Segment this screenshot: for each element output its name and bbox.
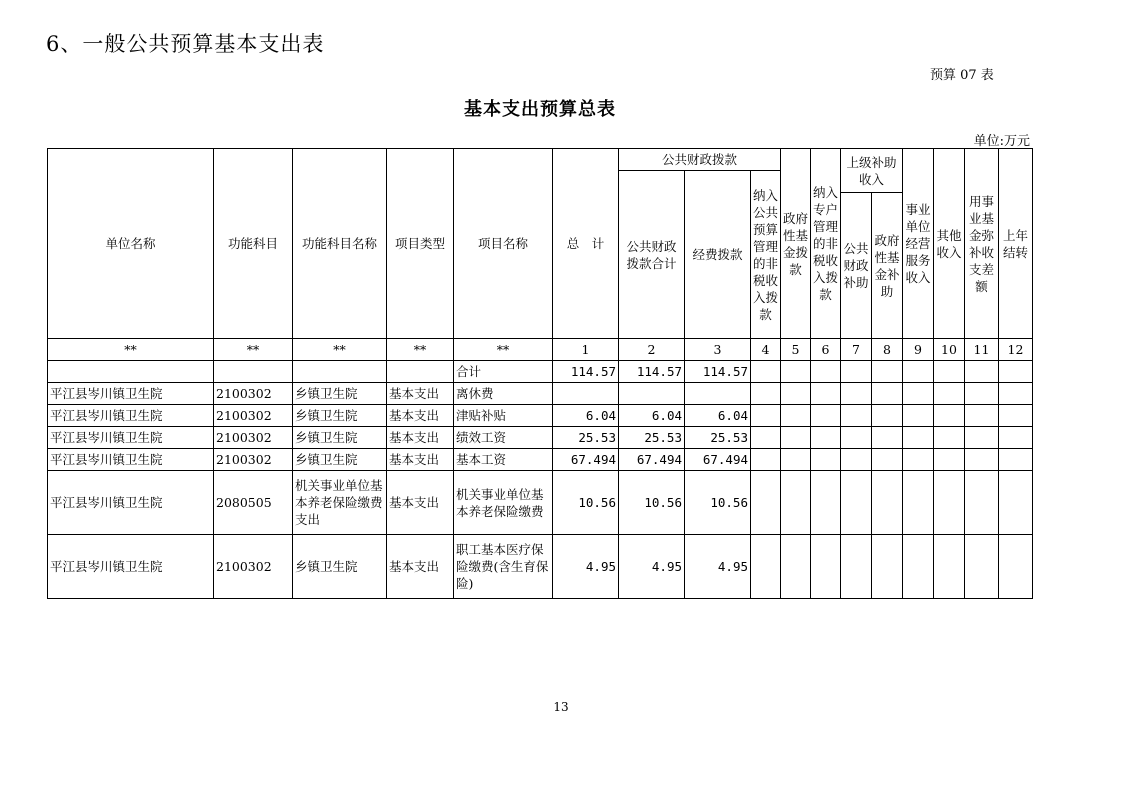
cell-item: 职工基本医疗保险缴费(含生育保险) — [454, 535, 553, 599]
cell-type: 基本支出 — [387, 449, 454, 471]
index-row — [48, 339, 1033, 361]
cell-unit: 平江县岑川镇卫生院 — [48, 405, 214, 427]
cell-operating — [685, 383, 751, 405]
cell-code: 2100302 — [214, 449, 293, 471]
index-cell: 12 — [999, 339, 1033, 361]
cell-total: 10.56 — [553, 471, 619, 535]
cell-pf-total: 6.04 — [619, 405, 685, 427]
index-cell: 3 — [685, 339, 751, 361]
section-title: 6、一般公共预算基本支出表 — [46, 32, 325, 56]
cell-code: 2100302 — [214, 405, 293, 427]
cell-unit: 平江县岑川镇卫生院 — [48, 383, 214, 405]
cell-func: 乡镇卫生院 — [293, 405, 387, 427]
cell-operating: 6.04 — [685, 405, 751, 427]
cell-operating: 67.494 — [685, 449, 751, 471]
table-row — [48, 427, 1033, 449]
header-nontax-special: 纳入专户管理的非税收入拨款 — [811, 149, 841, 339]
budget-table — [47, 148, 1033, 599]
cell-type: 基本支出 — [387, 405, 454, 427]
header-operating: 经费拨款 — [685, 171, 751, 339]
cell-item: 离休费 — [454, 383, 553, 405]
header-public-finance: 公共财政拨款 — [619, 149, 781, 171]
cell-func: 乡镇卫生院 — [293, 383, 387, 405]
index-cell: ** — [293, 339, 387, 361]
cell-pf-total: 10.56 — [619, 471, 685, 535]
table-row — [48, 449, 1033, 471]
index-cell: 4 — [751, 339, 781, 361]
index-cell: 9 — [903, 339, 934, 361]
index-cell: 6 — [811, 339, 841, 361]
cell-unit: 平江县岑川镇卫生院 — [48, 471, 214, 535]
header-nontax-public: 纳入公共预算管理的非税收入拨款 — [751, 171, 781, 339]
cell-code: 2080505 — [214, 471, 293, 535]
cell-code: 2100302 — [214, 383, 293, 405]
cell-pf-total: 25.53 — [619, 427, 685, 449]
index-cell: 1 — [553, 339, 619, 361]
header-other-income: 其他收入 — [934, 149, 965, 339]
table-row — [48, 535, 1033, 599]
page-number: 13 — [553, 700, 569, 714]
cell-total: 4.95 — [553, 535, 619, 599]
cell-type: 基本支出 — [387, 535, 454, 599]
cell-func: 乡镇卫生院 — [293, 535, 387, 599]
cell-item: 绩效工资 — [454, 427, 553, 449]
header-last-year: 上年结转 — [999, 149, 1033, 339]
index-cell: 8 — [872, 339, 903, 361]
header-gov-fund-subsidy: 政府性基金补助 — [872, 193, 903, 339]
index-cell: 11 — [965, 339, 999, 361]
cell-func: 乡镇卫生院 — [293, 449, 387, 471]
cell-unit: 平江县岑川镇卫生院 — [48, 427, 214, 449]
header-gov-fund: 政府性基金拨款 — [781, 149, 811, 339]
table-row — [48, 405, 1033, 427]
header-func-name: 功能科目名称 — [293, 149, 387, 339]
index-cell: 7 — [841, 339, 872, 361]
table-title: 基本支出预算总表 — [464, 99, 616, 120]
cell-total: 67.494 — [553, 449, 619, 471]
cell-code: 2100302 — [214, 535, 293, 599]
header-fund-balance: 用事业基金弥补收支差额 — [965, 149, 999, 339]
cell-pf-total: 4.95 — [619, 535, 685, 599]
cell-func: 机关事业单位基本养老保险缴费支出 — [293, 471, 387, 535]
cell-type: 基本支出 — [387, 427, 454, 449]
header-business-income: 事业单位经营服务收入 — [903, 149, 934, 339]
total-operating-value: 114.57 — [685, 361, 751, 383]
form-number: 预算 07 表 — [930, 68, 994, 83]
total-value: 114.57 — [553, 361, 619, 383]
cell-unit: 平江县岑川镇卫生院 — [48, 449, 214, 471]
index-cell: ** — [214, 339, 293, 361]
cell-total: 25.53 — [553, 427, 619, 449]
cell-item: 基本工资 — [454, 449, 553, 471]
unit-label: 单位:万元 — [973, 134, 1030, 149]
table-row — [48, 471, 1033, 535]
total-label: 合计 — [454, 361, 553, 383]
index-cell: ** — [48, 339, 214, 361]
header-item-name: 项目名称 — [454, 149, 553, 339]
cell-operating: 10.56 — [685, 471, 751, 535]
cell-code: 2100302 — [214, 427, 293, 449]
header-func-code: 功能科目 — [214, 149, 293, 339]
table-row — [48, 383, 1033, 405]
total-row — [48, 361, 1033, 383]
cell-pf-total — [619, 383, 685, 405]
header-superior-subsidy: 上级补助收入 — [841, 149, 903, 193]
cell-item: 机关事业单位基本养老保险缴费 — [454, 471, 553, 535]
header-pf-total-cell: 公共财政拨款合计 — [619, 171, 685, 339]
cell-total — [553, 383, 619, 405]
index-cell: 2 — [619, 339, 685, 361]
total-pf-value: 114.57 — [619, 361, 685, 383]
cell-func: 乡镇卫生院 — [293, 427, 387, 449]
index-cell: ** — [387, 339, 454, 361]
header-unit-name: 单位名称 — [48, 149, 214, 339]
header-public-subsidy: 公共财政补助 — [841, 193, 872, 339]
cell-unit: 平江县岑川镇卫生院 — [48, 535, 214, 599]
header-item-type: 项目类型 — [387, 149, 454, 339]
index-cell: 5 — [781, 339, 811, 361]
cell-type: 基本支出 — [387, 383, 454, 405]
index-cell: 10 — [934, 339, 965, 361]
cell-total: 6.04 — [553, 405, 619, 427]
cell-item: 津贴补贴 — [454, 405, 553, 427]
cell-operating: 4.95 — [685, 535, 751, 599]
index-cell: ** — [454, 339, 553, 361]
header-total: 总 计 — [553, 149, 619, 339]
cell-pf-total: 67.494 — [619, 449, 685, 471]
cell-type: 基本支出 — [387, 471, 454, 535]
cell-operating: 25.53 — [685, 427, 751, 449]
